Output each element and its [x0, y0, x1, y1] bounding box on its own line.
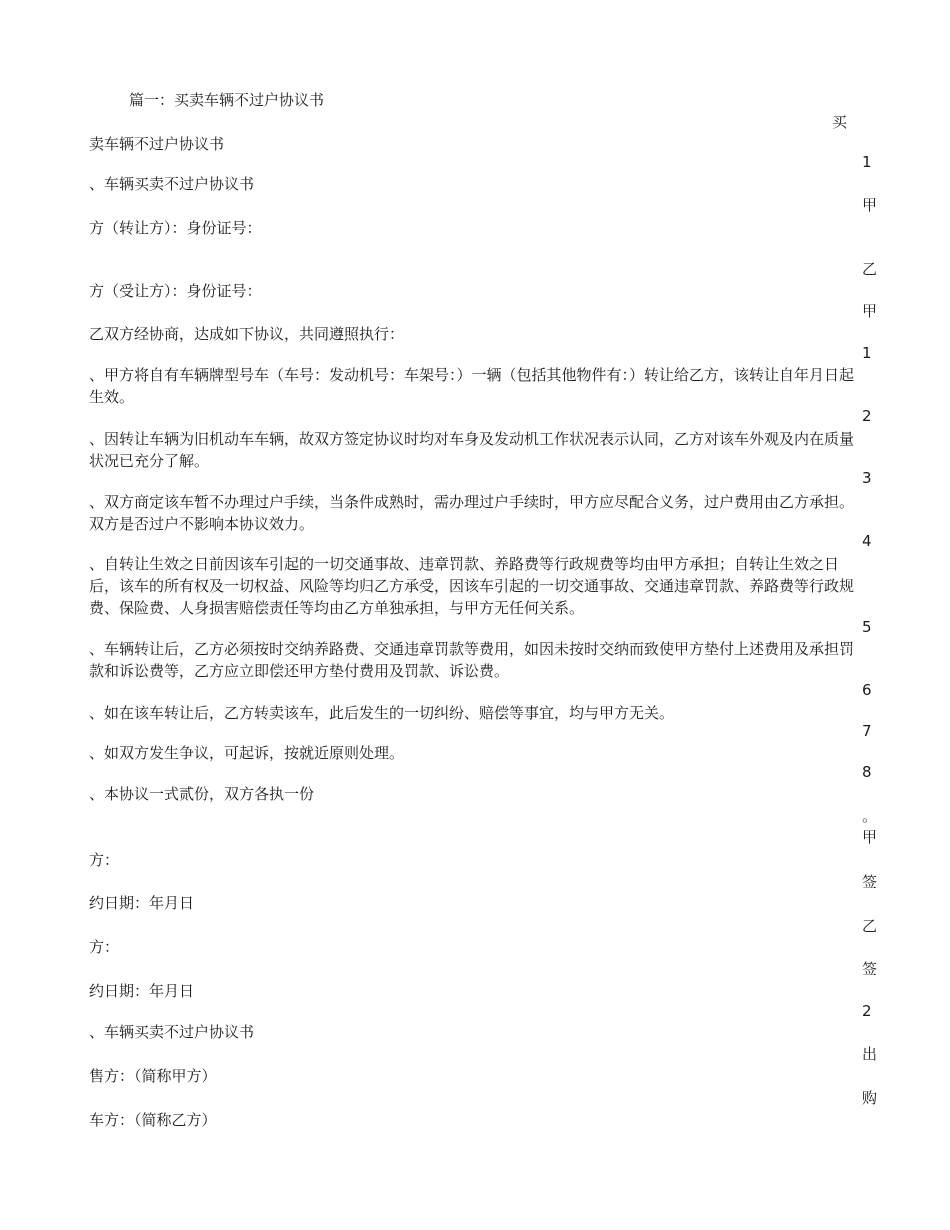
clause-4: 、自转让生效之日前因该车引起的一切交通事故、违章罚款、养路费等行政规费等均由甲方承担；自转让生效之日后，该车的所有权及一切权益、风险等均归乙方承受，因该车引起的一切交通事故、交通违章罚款、养路费等行政规费、保险费、人身损害赔偿责任等均由乙方单独承担，与甲方无任何关系。: [89, 555, 855, 617]
margin-char: 甲: [862, 302, 878, 320]
intro-line: 乙双方经协商，达成如下协议，共同遵照执行：: [89, 325, 405, 343]
margin-char: 2: [862, 407, 872, 425]
margin-char: 4: [862, 532, 872, 550]
clause-7: 、如双方发生争议，可起诉，按就近原则处理。: [89, 744, 405, 762]
margin-char: 8: [862, 763, 872, 781]
signature-b-line: 方：: [89, 938, 120, 956]
margin-char: 。: [862, 807, 878, 825]
document-heading: 篇一：买卖车辆不过户协议书: [129, 91, 325, 109]
margin-char: 5: [862, 618, 872, 636]
party-a-line: 方（转让方）：身份证号：: [89, 219, 262, 237]
document-title: 卖车辆不过户协议书: [89, 135, 225, 153]
margin-char: 乙: [862, 917, 878, 935]
margin-char: 6: [862, 681, 872, 699]
margin-char: 签: [862, 960, 878, 978]
clause-8: 、本协议一式贰份，双方各执一份: [89, 785, 315, 803]
section-heading: 、车辆买卖不过户协议书: [89, 1023, 255, 1041]
margin-char: 甲: [862, 196, 878, 214]
clause-2: 、因转让车辆为旧机动车车辆，故双方签定协议时均对车身及发动机工作状况表示认同，乙方对该车外观及内在质量状况已充分了解。: [89, 430, 855, 470]
date-a-line: 约日期：年月日: [89, 894, 195, 912]
signature-a-line: 方：: [89, 851, 120, 869]
margin-char: 2: [862, 1002, 872, 1020]
seller-line: 售方：（简称甲方）: [89, 1067, 217, 1085]
clause-5: 、车辆转让后，乙方必须按时交纳养路费、交通违章罚款等费用，如因未按时交纳而致使甲方垫付上述费用及承担罚款和诉讼费等，乙方应立即偿还甲方垫付费用及罚款、诉讼费。: [89, 640, 855, 680]
margin-char: 购: [862, 1089, 878, 1107]
clause-3: 、双方商定该车暂不办理过户手续，当条件成熟时，需办理过户手续时，甲方应尽配合义务，过户费用由乙方承担。双方是否过户不影响本协议效力。: [89, 493, 855, 533]
margin-char: 3: [862, 469, 872, 487]
clause-1: 、甲方将自有车辆牌型号车（车号：发动机号：车架号：）一辆（包括其他物件有：）转让给乙方，该转让自年月日起生效。: [89, 366, 855, 406]
party-b-line: 方（受让方）：身份证号：: [89, 282, 262, 300]
margin-char: 乙: [862, 260, 878, 278]
margin-char: 签: [862, 873, 878, 891]
date-b-line: 约日期：年月日: [89, 982, 195, 1000]
margin-char: 出: [862, 1045, 878, 1063]
margin-char: 1: [862, 344, 872, 362]
margin-char: 甲: [862, 828, 878, 846]
margin-char: 1: [862, 153, 872, 171]
margin-char: 7: [862, 722, 872, 740]
section-heading: 、车辆买卖不过户协议书: [89, 175, 255, 193]
clause-6: 、如在该车转让后，乙方转卖该车，此后发生的一切纠纷、赔偿等事宜，均与甲方无关。: [89, 704, 675, 722]
buyer-line: 车方：（简称乙方）: [89, 1111, 217, 1129]
margin-char: 买: [832, 113, 848, 131]
